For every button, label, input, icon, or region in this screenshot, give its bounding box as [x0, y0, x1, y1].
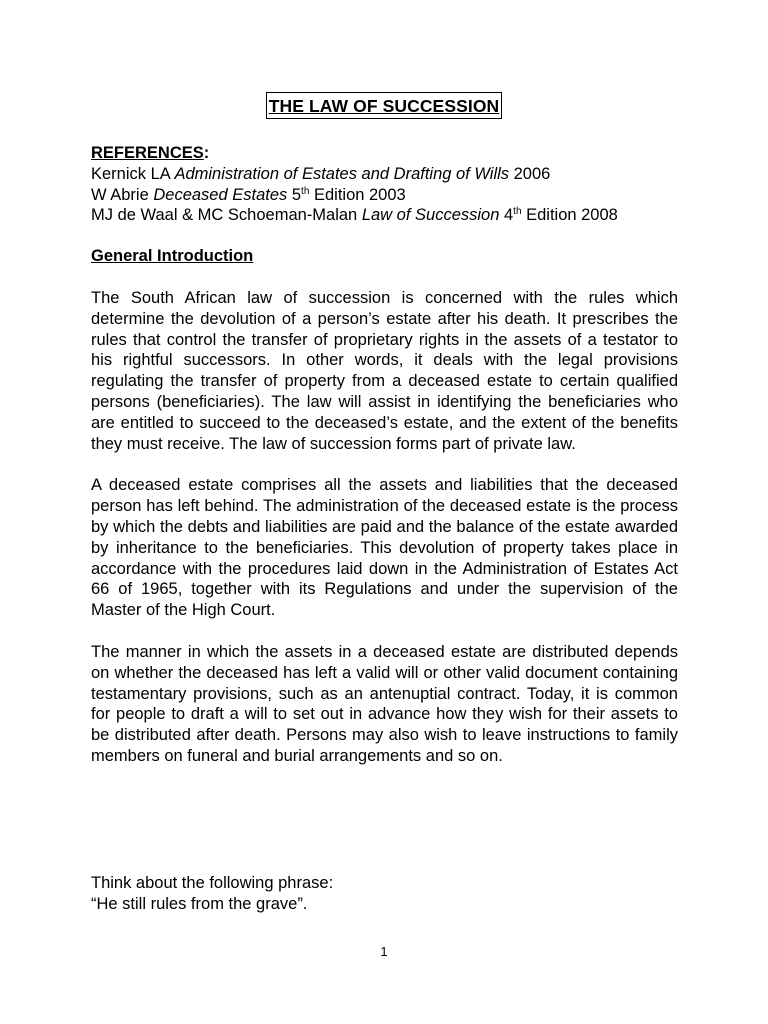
reference-edition-number: 4 [499, 206, 514, 225]
reflection-block [91, 873, 333, 915]
reference-edition-rest: Edition 2008 [521, 206, 618, 225]
references-heading-label: REFERENCES [91, 144, 204, 162]
reference-item [91, 164, 678, 185]
reference-item [91, 205, 678, 226]
reference-author: Kernick LA [91, 164, 175, 183]
general-introduction-heading: General Introduction [91, 247, 254, 266]
reference-edition-number: 5 [287, 185, 302, 204]
reference-work: Law of Succession [361, 206, 500, 225]
reference-author: MJ de Waal & MC Schoeman-Malan [91, 206, 362, 225]
page-number: 1 [380, 944, 388, 959]
references-heading-colon: : [203, 144, 210, 162]
reference-item [91, 185, 678, 206]
intro-paragraph-1: The South African law of succession is concerned with the rules which determine the devolution of a person’s estate after his death. It prescribes the rules that control the transfer of proprietary rights in the assets of a testator to his rightful successors. In other words, it deals with the legal provisions regulating the transfer of property from a deceased estate to certain qualified persons (beneficiaries). The law will assist in identifying the beneficiaries who are entitled to succeed to the deceased’s estate, and the extent of the benefits they must receive. The law of succession forms part of private law. [91, 288, 678, 453]
document-body [91, 143, 678, 767]
references-heading [91, 143, 678, 164]
intro-paragraph-3: The manner in which the assets in a deceased estate are distributed depends on whether the deceased has left a valid will or other valid document containing testamentary provisions, such as an antenuptial contract. Today, it is common for people to draft a will to set out in advance how they wish for their assets to be distributed after death. Persons may also wish to leave instructions to family members on funeral and burial arrangements and so on. [91, 642, 678, 765]
reflection-phrase: “He still rules from the grave”. [91, 895, 308, 913]
reference-author: W Abrie [91, 185, 154, 204]
reference-edition-ordinal: th [301, 185, 310, 197]
reference-edition-ordinal: th [513, 206, 522, 218]
reference-edition-rest: Edition 2003 [309, 185, 406, 204]
title-container [0, 92, 768, 119]
reflection-prompt: Think about the following phrase: [91, 874, 334, 892]
reference-work: Administration of Estates and Drafting of Wills [174, 164, 510, 183]
reference-detail: 2006 [509, 164, 551, 183]
document-title: THE LAW OF SUCCESSION [266, 92, 503, 119]
intro-paragraph-2: A deceased estate comprises all the assets and liabilities that the deceased person has left behind. The administration of the deceased estate is the process by which the debts and liabilities are paid and the balance of the estate awarded by inheritance to the beneficiaries. This devolution of property takes place in accordance with the procedures laid down in the Administration of Estates Act 66 of 1965, together with its Regulations and under the supervision of the Master of the High Court. [91, 476, 678, 620]
reference-work: Deceased Estates [153, 185, 288, 204]
